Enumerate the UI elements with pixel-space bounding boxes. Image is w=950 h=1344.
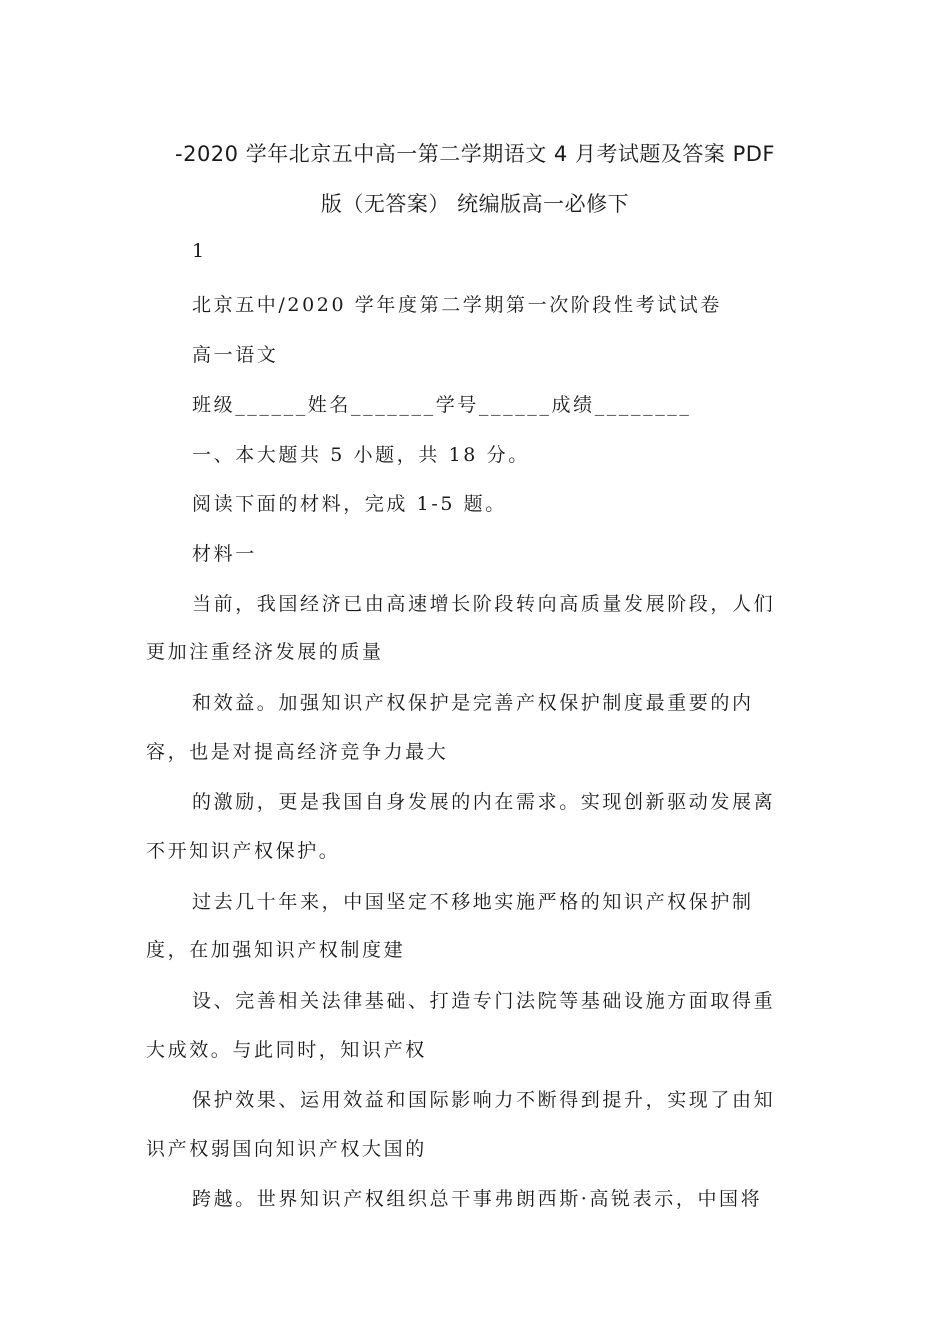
- material-label: 材料一: [192, 543, 257, 565]
- paragraph-line: 大成效。与此同时，知识产权: [146, 1039, 427, 1061]
- paragraph-line: 的激励，更是我国自身发展的内在需求。实现创新驱动发展离: [192, 791, 776, 813]
- paragraph-line: 不开知识产权保护。: [146, 840, 341, 862]
- paragraph-line: 容，也是对提高经济竞争力最大: [146, 741, 449, 763]
- document-title-line-2: 版（无答案） 统编版高一必修下: [320, 192, 630, 216]
- paragraph-line: 跨越。世界知识产权组织总干事弗朗西斯·高锐表示，中国将: [192, 1188, 763, 1210]
- exam-header: 北京五中/2020 学年度第二学期第一次阶段性考试试卷: [192, 294, 722, 316]
- section-heading: 一、本大题共 5 小题，共 18 分。: [192, 444, 530, 466]
- instruction-text: 阅读下面的材料，完成 1-5 题。: [192, 493, 507, 515]
- paragraph-line: 更加注重经济发展的质量: [146, 641, 384, 663]
- paragraph-line: 当前，我国经济已由高速增长阶段转向高质量发展阶段，人们: [192, 593, 776, 615]
- document-title-line-1: -2020 学年北京五中高一第二学期语文 4 月考试题及答案 PDF: [175, 142, 775, 166]
- student-info-line: 班级______姓名_______学号______成绩________: [192, 394, 692, 416]
- subject-label: 高一语文: [192, 344, 279, 366]
- paragraph-line: 识产权弱国向知识产权大国的: [146, 1138, 427, 1160]
- paragraph-line: 设、完善相关法律基础、打造专门法院等基础设施方面取得重: [192, 990, 776, 1012]
- paragraph-line: 度，在加强知识产权制度建: [146, 939, 406, 961]
- paragraph-line: 和效益。加强知识产权保护是完善产权保护制度最重要的内: [192, 692, 754, 714]
- paragraph-line: 保护效果、运用效益和国际影响力不断得到提升，实现了由知: [192, 1089, 776, 1111]
- paragraph-line: 过去几十年来，中国坚定不移地实施严格的知识产权保护制: [192, 891, 754, 913]
- page-number: 1: [192, 240, 207, 262]
